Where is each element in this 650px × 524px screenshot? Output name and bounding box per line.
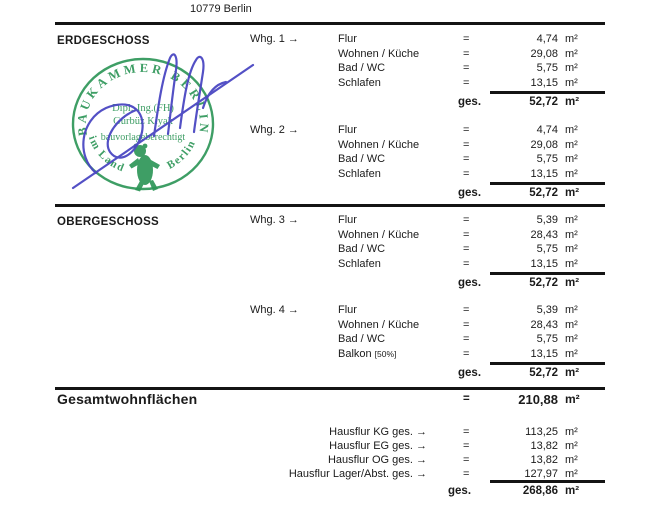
apartment-total-row xyxy=(250,276,606,292)
room-label: Flur xyxy=(338,33,357,45)
equals-sign: = xyxy=(463,33,470,45)
total-label: ges. xyxy=(458,367,482,379)
equals-sign: = xyxy=(463,257,470,270)
apartment-total-value: 52,72 xyxy=(529,96,558,108)
equals-sign: = xyxy=(463,304,470,316)
equals-sign: = xyxy=(463,153,470,165)
room-label: Flur xyxy=(338,124,357,136)
room-area-value: 5,75 xyxy=(536,243,558,255)
room-area-value: 4,74 xyxy=(536,33,558,45)
summary-row-label: Hausflur Lager/Abst. ges. → xyxy=(288,468,427,480)
section-rule-middle xyxy=(55,204,605,207)
apartment-total-row xyxy=(250,186,606,202)
section-rule-bottom xyxy=(55,387,605,390)
room-label: Flur xyxy=(338,214,357,226)
equals-sign: = xyxy=(463,228,470,241)
unit-label: m² xyxy=(565,243,578,255)
total-label: ges. xyxy=(458,96,482,108)
equals-sign: = xyxy=(463,62,470,74)
room-row xyxy=(250,168,606,183)
room-row xyxy=(250,304,606,319)
room-label: Schlafen xyxy=(338,76,381,89)
apartment-name: Whg. 2 → xyxy=(250,124,299,136)
room-area-value: 28,43 xyxy=(530,318,558,331)
stamp-ring-top-text: BAUKAMMER BERLIN xyxy=(74,60,212,137)
room-area-value: 13,15 xyxy=(530,347,558,360)
apartment-name: Whg. 3 → xyxy=(250,214,299,226)
summary-row-value: 13,82 xyxy=(530,440,558,452)
summary-grand-total-value: 268,86 xyxy=(522,485,558,497)
equals-sign: = xyxy=(463,167,470,180)
unit-label: m² xyxy=(565,138,578,151)
room-row xyxy=(250,348,606,363)
stamp-line1: Dipl.-Ing.(FH) xyxy=(112,103,174,114)
room-row xyxy=(250,258,606,273)
unit-label: m² xyxy=(565,228,578,241)
equals-sign: = xyxy=(463,243,470,255)
room-label: Schlafen xyxy=(338,167,381,180)
stamp-ring-bottom-left-text: im Land xyxy=(86,134,127,175)
summary-row xyxy=(230,426,606,440)
room-area-value: 5,39 xyxy=(536,214,558,226)
summary-row-label: Hausflur KG ges. → xyxy=(329,426,427,438)
room-label-note: [50%] xyxy=(374,348,397,359)
unit-label: m² xyxy=(565,124,578,136)
unit-label: m² xyxy=(565,96,580,108)
subtotal-line xyxy=(490,480,605,483)
room-row xyxy=(250,77,606,92)
section-title-erdgeschoss: ERDGESCHOSS xyxy=(57,35,150,47)
room-row xyxy=(250,319,606,334)
equals-sign: = xyxy=(463,454,470,466)
room-label: Schlafen xyxy=(338,257,381,270)
apartment-total-value: 52,72 xyxy=(529,367,558,379)
apartment-total-value: 52,72 xyxy=(529,187,558,199)
unit-label: m² xyxy=(565,485,580,497)
subtotal-line xyxy=(490,272,605,275)
room-label-text: Balkon xyxy=(338,347,372,360)
grand-total-title: Gesamtwohnflächen xyxy=(57,391,198,407)
room-label: Wohnen / Küche xyxy=(338,138,420,151)
unit-label: m² xyxy=(565,47,578,60)
room-area-value: 29,08 xyxy=(530,47,558,60)
summary-row xyxy=(230,454,606,468)
approval-stamp xyxy=(58,48,293,203)
unit-label: m² xyxy=(565,454,578,466)
section-title-obergeschoss: OBERGESCHOSS xyxy=(57,216,160,228)
unit-label: m² xyxy=(565,257,578,270)
room-area-value: 13,15 xyxy=(530,167,558,180)
room-row xyxy=(250,62,606,77)
total-label: ges. xyxy=(458,187,482,199)
equals-sign: = xyxy=(463,347,470,360)
summary-row xyxy=(230,440,606,454)
unit-label: m² xyxy=(565,214,578,226)
equals-sign: = xyxy=(463,426,470,438)
city-line: 10779 Berlin xyxy=(190,3,252,15)
equals-sign: = xyxy=(463,318,470,331)
total-label: ges. xyxy=(448,485,472,497)
apartment-name: Whg. 4 → xyxy=(250,304,299,316)
room-area-value: 5,75 xyxy=(536,153,558,165)
room-row xyxy=(250,153,606,168)
summary-total-row xyxy=(230,484,606,500)
total-label: ges. xyxy=(458,277,482,289)
room-label: Flur xyxy=(338,304,357,316)
stamp-line3: bauvorlageberechtigt xyxy=(100,132,186,143)
apartment-block-whg4 xyxy=(250,304,606,382)
apartment-block-whg1 xyxy=(250,33,606,111)
section-rule-top xyxy=(55,22,605,25)
unit-label: m² xyxy=(565,187,580,199)
room-area-value: 4,74 xyxy=(536,124,558,136)
room-area-value: 28,43 xyxy=(530,228,558,241)
subtotal-line xyxy=(490,362,605,365)
room-label: Wohnen / Küche xyxy=(338,228,420,241)
room-row xyxy=(250,33,606,48)
unit-label: m² xyxy=(565,62,578,74)
room-row xyxy=(250,124,606,139)
unit-label: m² xyxy=(565,277,580,289)
unit-label: m² xyxy=(565,33,578,45)
room-area-value: 13,15 xyxy=(530,257,558,270)
unit-label: m² xyxy=(565,318,578,331)
equals-sign: = xyxy=(463,333,470,345)
unit-label: m² xyxy=(565,426,578,438)
unit-label: m² xyxy=(565,167,578,180)
summary-row-value: 127,97 xyxy=(524,468,558,480)
apartment-total-value: 52,72 xyxy=(529,277,558,289)
room-row xyxy=(250,333,606,348)
summary-row-label: Hausflur OG ges. → xyxy=(327,454,427,466)
unit-label: m² xyxy=(565,468,578,480)
subtotal-line xyxy=(490,91,605,94)
room-row xyxy=(250,229,606,244)
room-area-value: 5,39 xyxy=(536,304,558,316)
hausflur-summary-block xyxy=(230,426,606,506)
room-row xyxy=(250,214,606,229)
unit-label: m² xyxy=(565,440,578,452)
summary-row-value: 13,82 xyxy=(530,454,558,466)
unit-label: m² xyxy=(565,304,578,316)
summary-row-label: Hausflur EG ges. → xyxy=(329,440,427,452)
room-row xyxy=(250,243,606,258)
room-label: Bad / WC xyxy=(338,243,386,255)
room-label: Bad / WC xyxy=(338,62,386,74)
room-label: Bad / WC xyxy=(338,153,386,165)
room-label: Wohnen / Küche xyxy=(338,318,420,331)
room-label: Bad / WC xyxy=(338,333,386,345)
room-label: Wohnen / Küche xyxy=(338,47,420,60)
grand-total-value: 210,88 xyxy=(518,392,558,407)
unit-label: m² xyxy=(565,76,578,89)
unit-label: m² xyxy=(565,333,578,345)
equals-sign: = xyxy=(463,47,470,60)
equals-sign: = xyxy=(463,468,470,480)
apartment-block-whg2 xyxy=(250,124,606,202)
stamp-ring-bottom-right-text: Berlin xyxy=(165,137,199,172)
apartment-total-row xyxy=(250,95,606,111)
stamp-line2: Gürbüz Kiyak xyxy=(113,116,173,127)
room-row xyxy=(250,139,606,154)
equals-sign: = xyxy=(463,393,470,405)
unit-label: m² xyxy=(565,347,578,360)
room-area-value: 5,75 xyxy=(536,333,558,345)
equals-sign: = xyxy=(463,440,470,452)
apartment-block-whg3 xyxy=(250,214,606,292)
equals-sign: = xyxy=(463,214,470,226)
unit-label: m² xyxy=(565,153,578,165)
unit-label: m² xyxy=(565,367,580,379)
unit-label: m² xyxy=(565,392,580,406)
subtotal-line xyxy=(490,182,605,185)
equals-sign: = xyxy=(463,76,470,89)
room-area-value: 13,15 xyxy=(530,76,558,89)
room-row xyxy=(250,48,606,63)
summary-row-value: 113,25 xyxy=(525,426,558,438)
room-area-value: 5,75 xyxy=(536,62,558,74)
equals-sign: = xyxy=(463,138,470,151)
room-label xyxy=(338,348,396,362)
apartment-name: Whg. 1 → xyxy=(250,33,299,45)
equals-sign: = xyxy=(463,124,470,136)
apartment-total-row xyxy=(250,366,606,382)
room-area-value: 29,08 xyxy=(530,138,558,151)
